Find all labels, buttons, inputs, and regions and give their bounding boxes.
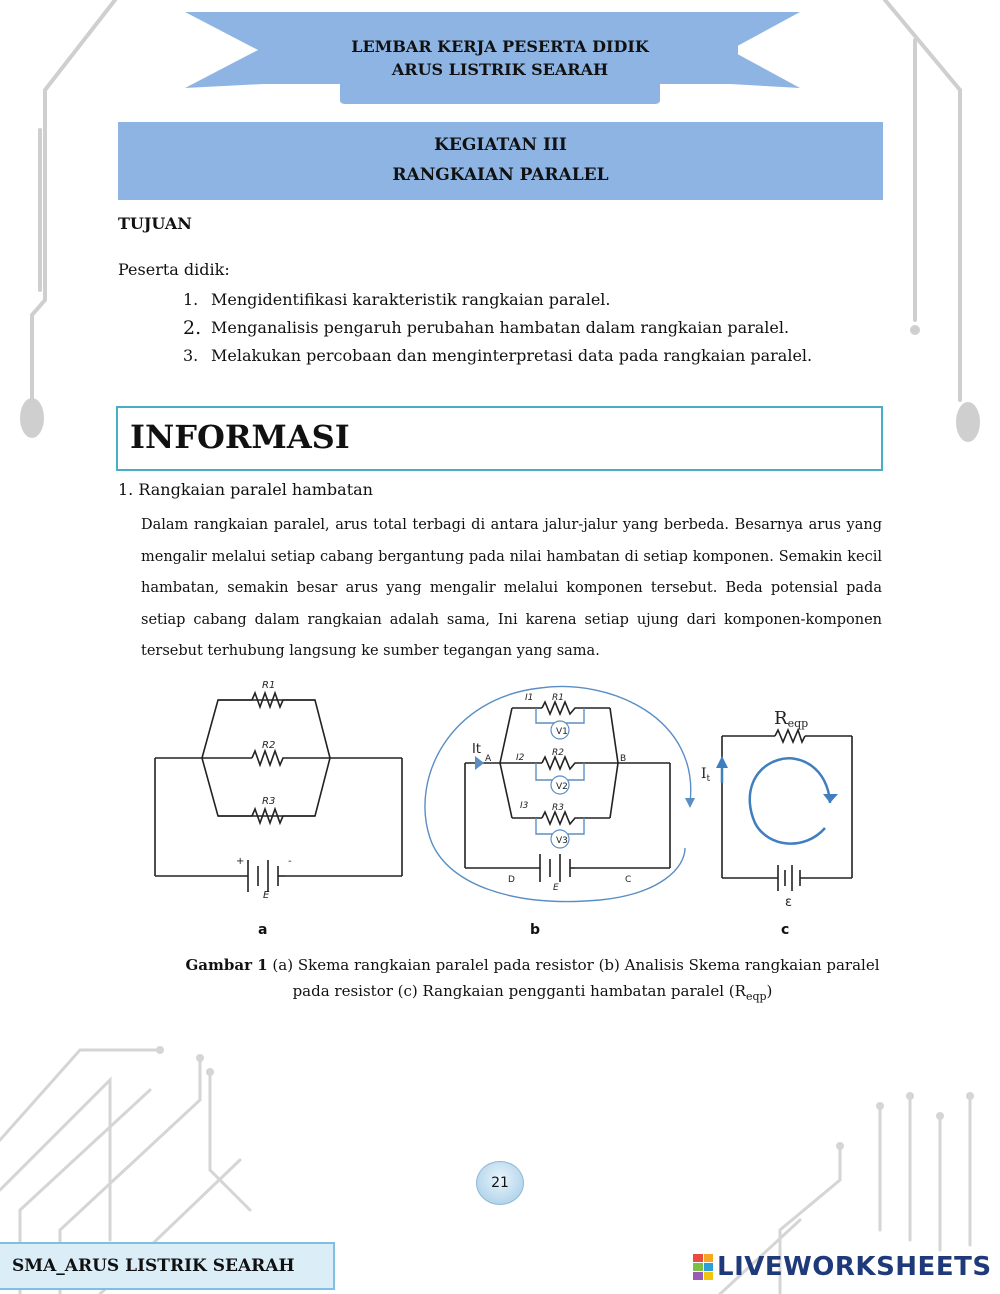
figure-caption [180,952,885,1010]
label-v3: V3 [556,836,568,846]
figure-label-c: c [781,922,790,938]
label-v1: V1 [556,727,568,737]
list-text: Mengidentifikasi karakteristik rangkaian paralel. [211,290,611,309]
activity-number: KEGIATAN III [434,135,567,155]
label-i3: I3 [520,801,529,811]
caption-label: Gambar 1 [185,956,268,974]
label-node-a: A [485,754,492,764]
label-r1: R1 [262,680,276,691]
list-number: 2. [183,317,202,339]
activity-title: RANGKAIAN PARALEL [392,165,609,185]
caption-end: ) [766,982,773,1000]
banner-title-line2: ARUS LISTRIK SEARAH [391,60,609,79]
label-node-d: D [508,875,515,885]
list-number: 3. [183,346,199,365]
list-item [183,286,812,314]
information-heading-box [116,406,883,471]
page-number: 21 [476,1161,524,1205]
caption-subscript: eqp [745,990,767,1003]
label-i1: I1 [525,693,534,703]
circuit-c [722,730,852,891]
brand-text: LIVEWORKSHEETS [717,1252,992,1282]
section-title: 1. Rangkaian paralel hambatan [118,480,373,499]
info-paragraph: Dalam rangkaian paralel, arus total terbagi di antara jalur-jalur yang berbeda. Besarnya arus yang mengalir melalui setiap cabang bergantung pada nilai hambatan di setiap komponen. Semakin kecil hambatan, semakin besar arus yang mengalir melalui komponen tersebut. Beda potensial pada setiap cabang dalam rangkaian adalah sama, Ini karena setiap ujung dari komponen-komponen tersebut terhubung langsung ke sumber tegangan yang sama. [141,517,882,659]
label-r3: R3 [262,796,276,807]
list-number: 1. [183,290,199,309]
objectives-heading: TUJUAN [118,214,192,233]
label-it-c: $I_t$ [701,766,711,784]
list-text: Menganalisis pengaruh perubahan hambatan dalam rangkaian paralel. [211,318,790,337]
caption-text: (a) Skema rangkaian paralel pada resistor (b) Analisis Skema rangkaian paralel pada resistor (c) Rangkaian pengganti hambatan paralel (R [267,956,880,1000]
footer-label: SMA_ARUS LISTRIK SEARAH [12,1256,295,1276]
label-r2-b: R2 [552,748,564,758]
label-node-c: C [625,875,632,885]
figure-label-a: a [258,922,268,938]
circuit-a [155,693,402,892]
list-text: Melakukan percobaan dan menginterpretasi data pada rangkaian paralel. [211,346,813,365]
label-node-b: B [620,754,627,764]
label-i2: I2 [516,753,525,763]
label-r2: R2 [262,740,276,751]
label-emf: ε [785,895,793,910]
list-item [183,342,812,370]
footer-tab [0,1242,335,1290]
label-req: Reqp [774,708,809,730]
label-plus: + [236,856,245,867]
label-v2: V2 [556,782,568,792]
label-source: E [263,890,270,901]
activity-header [118,122,883,200]
label-r1-b: R1 [552,693,564,703]
figure-label-b: b [530,922,541,938]
label-source-b: E [553,883,559,893]
banner-title-line1: LEMBAR KERJA PESERTA DIDIK [351,37,649,56]
information-heading: INFORMASI [130,418,350,456]
label-minus: - [288,856,292,867]
label-it-b: It [472,742,481,757]
objectives-list [183,286,812,370]
list-item [183,314,812,342]
liveworksheets-brand[interactable] [693,1252,992,1282]
title-ribbon [185,12,800,104]
objectives-intro: Peserta didik: [118,260,230,279]
liveworksheets-logo-icon [693,1254,713,1280]
circuit-figure [140,668,880,913]
label-r3-b: R3 [552,803,564,813]
